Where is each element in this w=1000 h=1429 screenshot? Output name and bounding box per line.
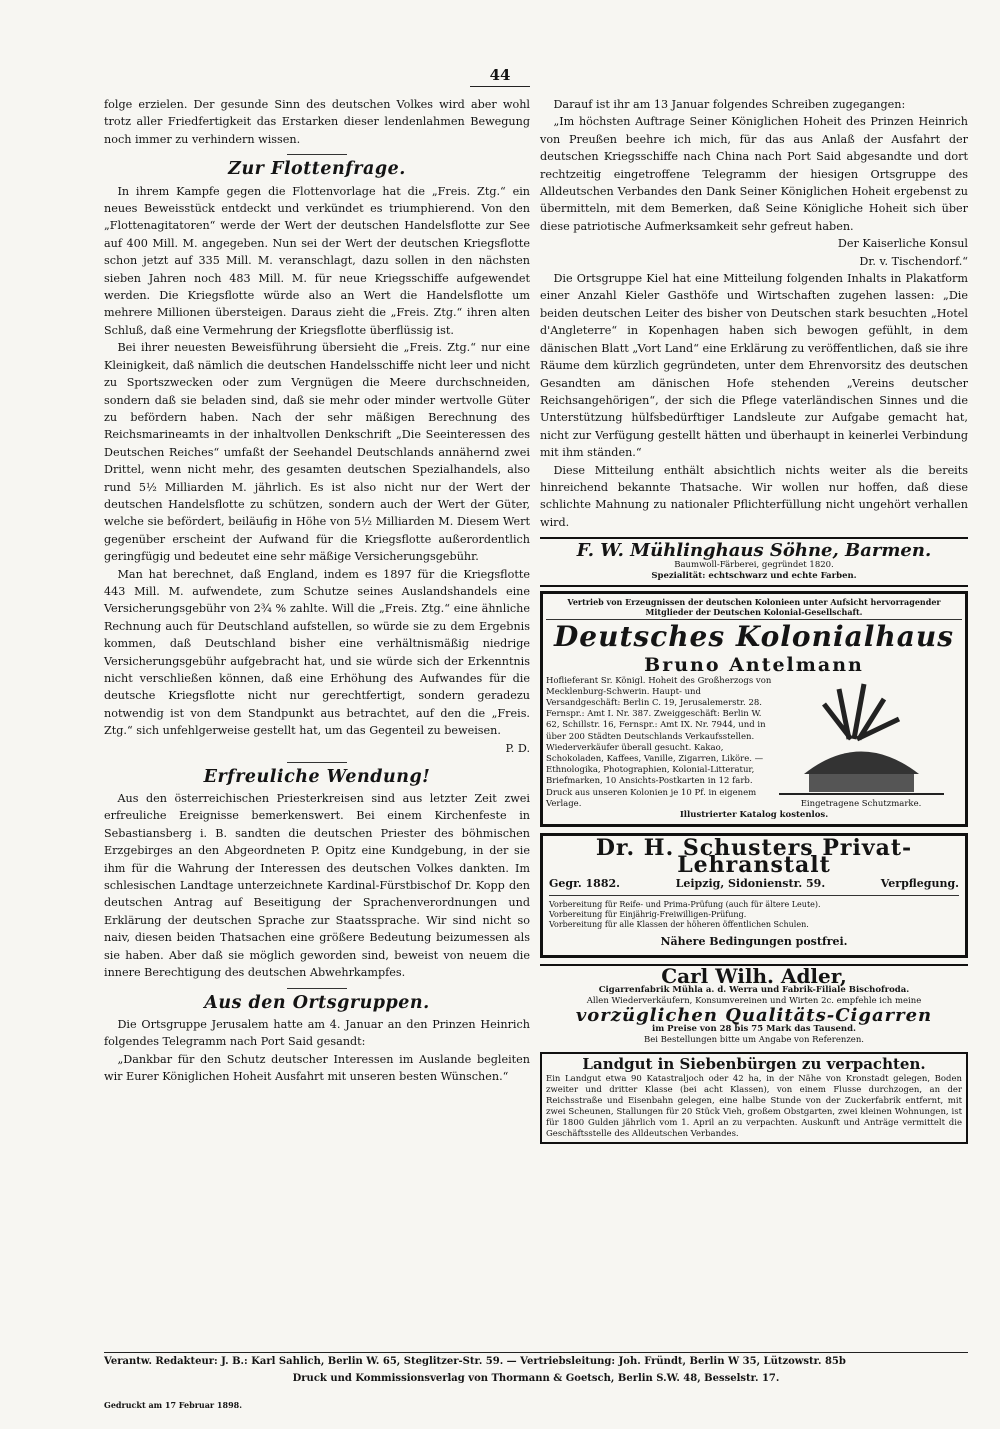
ad-adler — [540, 964, 968, 1049]
divider — [287, 988, 347, 989]
ad-kolonial-illustration — [776, 676, 946, 810]
heading-ortsgruppen: Aus den Ortsgruppen. — [204, 992, 430, 1013]
ad-kolonial-trademark: Eingetragene Schutzmarke. — [800, 799, 922, 809]
ad-schuster-gegr: Gegr. 1882. — [549, 876, 620, 890]
footer-line-2: Druck und Kommissionsverlag von Thormann & Goetsch, Berlin S.W. 48, Besselstr. 17. — [292, 1373, 780, 1384]
ad-kolonial-title: Deutsches Kolonialhaus — [554, 619, 954, 653]
paragraph-flotte-1: In ihrem Kampfe gegen die Flottenvorlage hat die „Freis. Ztg.“ ein neues Beweisstück entdeckt und verkündet es triumphierend. Von den „Flottenagitatoren“ werde der Wert der deutschen Handelsflotte zur See auf 400 Mill. M. angegeben. Nun sei der Wert der deutschen Kriegsflotte schon jetzt auf 335 Mill. M. veranschlagt, dazu sollen in den nächsten sieben Jahren noch 483 Mill. M. für neue Kriegsschiffe aufgewendet werden. Die Kriegsflotte würde also an Wert die Handelsflotte um mehrere Millionen übersteigen. Daraus zieht die „Freis. Ztg.“ ihren alten Schluß, daß eine Vermehrung der Kriegsflotte überflüssig ist. — [104, 184, 530, 337]
signature-konsul-name: Dr. v. Tischendorf.“ — [859, 254, 968, 268]
ad-adler-price: im Preise von 28 bis 75 Mark das Tausend. — [652, 1024, 856, 1035]
ad-schuster-more: Nähere Bedingungen postfrei. — [660, 935, 848, 949]
left-column — [104, 96, 530, 1086]
ad-adler-note: Bei Bestellungen bitte um Angabe von Referenzen. — [643, 1035, 865, 1046]
divider — [287, 154, 347, 155]
ad-muehlinghaus-sub2: Spezialität: echtschwarz und echte Farben. — [651, 570, 857, 581]
ad-landgut-text: Ein Landgut etwa 90 Katastraljoch oder 42 ha, in der Nähe von Kronstadt gelegen, Boden zweiter und dritter Klasse (bei acht Klassen), von einem Flusse durchzogen, an der Reichsstraße und Eisenbahn gelegen, eine halbe Stunde von der Zuckerfabrik entfernt, mit zwei Scheunen, Stallungen für 20 Stück Vieh, großem Obstgarten, zwei kleinen Wohnungen, ist für 1800 Gulden jährlich vom 1. April an zu verpachten. Auskunft und Anträge vermittelt die Geschäftsstelle des Alldeutschen Verbandes. — [546, 1073, 962, 1139]
ad-schuster — [540, 833, 968, 958]
ad-landgut-title: Landgut in Siebenbürgen zu verpachten. — [582, 1055, 926, 1074]
ad-schuster-address: Leipzig, Sidonienstr. 59. — [675, 876, 826, 890]
ad-kolonial-catalog: Illustrierter Katalog kostenlos. — [679, 810, 829, 820]
ad-kolonial-banner: Vertrieb von Erzeugnissen der deutschen Kolonieen unter Aufsicht hervorragender Mitglieder der Deutschen Kolonial-Gesellschaft. — [546, 597, 962, 620]
signature-pd: P. D. — [505, 741, 530, 755]
ad-adler-sub2: Allen Wiederverkäufern, Konsumvereinen und Wirten 2c. empfehle ich meine — [586, 996, 922, 1007]
ad-schuster-list — [549, 900, 959, 930]
signature-konsul-title: Der Kaiserliche Konsul — [837, 237, 968, 251]
ad-schuster-row — [549, 875, 959, 896]
ad-schuster-list-item: Vorbereitung für Reife- und Prima-Prüfung (auch für ältere Leute). — [549, 900, 821, 910]
printed-date: Gedruckt am 17 Februar 1898. — [104, 1400, 242, 1410]
page-number: 44 — [489, 66, 511, 84]
ad-adler-big: vorzüglichen Qualitäts-Cigarren — [575, 1005, 933, 1027]
ad-schuster-verpflegung: Verpflegung. — [880, 876, 959, 890]
right-column — [540, 96, 968, 1144]
paragraph-konsul: „Im höchsten Auftrage Seiner Königlichen Hoheit des Prinzen Heinrich von Preußen beehre ich mich, für das aus Anlaß der Ausfahrt der deutschen Kriegsschiffe nach China nach Port Said abgesandte und dort rechtzeitig eingetroffene Telegramm der hiesigen Ortsgruppe des Alldeutschen Verbandes den Dank Seiner Königlichen Hoheit ergebenst zu übermitteln, mit dem Bemerken, daß Seine Königliche Hoheit sich über diese patriotische Aufmerksamkeit sehr gefreut haben. — [540, 115, 968, 233]
ad-adler-title: Carl Wilh. Adler, — [661, 963, 847, 988]
ad-landgut — [540, 1052, 968, 1143]
paragraph-telegramm: „Dankbar für den Schutz deutscher Interessen im Auslande begleiten wir Eurer Königlichen Hoheit Ausfahrt mit unseren besten Wünschen.“ — [104, 1052, 530, 1084]
paragraph-wendung: Aus den österreichischen Priesterkreisen sind aus letzter Zeit zwei erfreuliche Ereignisse bemerkenswert. Bei einem Kirchenfeste in Sebastiansberg i. B. sandten die deutschen Priester des böhmischen Erzgebirges an den Abgeordneten P. Opitz eine Kundgebung, in der sie ihm für die Wahrung der Interessen des deutschen Volkes dankten. Im schlesischen Landtage unterzeichnete Kardinal-Fürstbischof Dr. Kopp den deutschen Antrag auf Beseitigung der Sprachenverordnungen und Erklärung der deutschen Sprache zur Staatssprache. Wir sind nicht so naiv, diesen beiden Thatsachen eine größere Bedeutung beizumessen als sie haben. Aber daß sie möglich geworden sind, beweist von neuem die innere Berechtigung des deutschen Abwehrkampfes. — [104, 792, 530, 980]
intro-paragraph: folge erzielen. Der gesunde Sinn des deutschen Volkes wird aber wohl trotz aller Friedfertigkeit das Erstarken dieser lendenlahmen Bewegung noch immer zu verhindern wissen. — [104, 98, 530, 146]
ad-adler-sub: Cigarrenfabrik Mühla a. d. Werra und Fabrik-Filiale Bischofroda. — [598, 985, 910, 996]
paragraph-mitteilung: Diese Mitteilung enthält absichtlich nichts weiter als die bereits hinreichend bekannte Thatsache. Wir wollen nur hoffen, daß diese schlichte Mahnung zu nationaler Pflichterfüllung nicht ungehört verhallen wird. — [540, 463, 968, 529]
ad-schuster-list-item: Vorbereitung für Einjährig-Freiwilligen-Prüfung. — [549, 910, 747, 920]
ad-muehlinghaus-sub: Baumwoll-Färberei, gegründet 1820. — [674, 559, 834, 570]
ad-kolonial-text: Hoflieferant Sr. Königl. Hoheit des Großherzogs von Mecklenburg-Schwerin. Haupt- und Versandgeschäft: Berlin C. 19, Jerusalemerstr. 28. Fernspr.: Amt I. Nr. 387. Zweiggeschäft: Berlin W. 62, Schillstr. 16, Fernspr.: Amt IX. Nr. 7944, und in über 200 Städten Deutschlands Verkaufsstellen. Wiederverkäufer überall gesucht. Kakao, Schokoladen, Kaffees, Vanille, Zigarren, Liköre. — Ethnologika, Photographien, Kolonial-Litteratur, Briefmarken, 10 Ansichts-Postkarten in 12 farb. Druck aus unseren Kolonien je 10 Pf. in eigenem Verlage. — [546, 675, 772, 809]
paragraph-flotte-2: Bei ihrer neuesten Beweisführung übersieht die „Freis. Ztg.“ nur eine Kleinigkeit, daß nämlich die deutschen Handelsschiffe nicht leer und nicht zu Sportszwecken oder zum Vergnügen die Meere durchschneiden, sondern daß sie beladen sind, daß sie mehr oder minder wertvolle Güter zu befördern haben. Nach der sehr mäßigen Berechnung des Reichsmarineamts in der inhaltvollen Denkschrift „Die Seeinteressen des Deutschen Reiches“ umfaßt der Seehandel Deutschlands annähernd zwei Drittel, wenn nicht mehr, des gesamten deutschen Spezialhandels, also rund 5½ Milliarden M. jährlich. Es ist also nicht nur der Wert der deutschen Handelsflotte zu schützen, sondern auch der Wert der Güter, welche sie befördert, beiläufig in Höhe von 5½ Milliarden M. Diesem Wert gegenüber erscheint der Aufwand für die Kriegsflotte außerordentlich geringfügig und bedeutet eine sehr mäßige Versicherungsgebühr. — [104, 341, 530, 564]
heading-flottenfrage: Zur Flottenfrage. — [228, 159, 406, 180]
paragraph-jerusalem: Die Ortsgruppe Jerusalem hatte am 4. Januar an den Prinzen Heinrich folgendes Telegramm nach Port Said gesandt: — [104, 1017, 530, 1049]
ad-kolonialhaus — [540, 591, 968, 827]
page-number-rule — [470, 86, 530, 87]
ad-muehlinghaus-title: F. W. Mühlinghaus Söhne, Barmen. — [576, 540, 932, 562]
footer-rule — [104, 1352, 968, 1353]
ad-kolonial-name: Bruno Antelmann — [644, 653, 864, 676]
ad-muehlinghaus — [540, 537, 968, 586]
divider — [287, 762, 347, 763]
paragraph-kiel: Die Ortsgruppe Kiel hat eine Mitteilung folgenden Inhalts in Plakatform einer Anzahl Kieler Gasthöfe und Wirtschaften zugehen lassen: „Die beiden deutschen Leiter des bisher von Deutschen stark besuchten „Hotel d'Angleterre“ in Kopenhagen haben sich bewogen gefühlt, in dem dänischen Blatt „Vort Land“ eine Erklärung zu veröffentlichen, daß sie ihre Räume dem kürzlich gegründeten, unter dem Ehrenvorsitz des deutschen Gesandten am dänischen Hofe stehenden „Vereins deutscher Reichsangehörigen“, der sich die Pflege vaterländischen Sinnes und die Unterstützung hülfsbedürftiger Landsleute zur Aufgabe gemacht hat, nicht zur Verfügung gestellt hätten und überhaupt in keinerlei Verbindung mit ihm ständen.“ — [540, 272, 968, 460]
ad-schuster-title: Dr. H. Schusters Privat-Lehranstalt — [595, 835, 913, 879]
footer-line-1: Verantw. Redakteur: J. B.: Karl Sahlich, Berlin W. 65, Steglitzer-Str. 59. — Vertriebsleitung: Joh. Fründt, Berlin W 35, Lützowstr. 85b — [104, 1356, 846, 1367]
paragraph-flotte-3-text: Man hat berechnet, daß England, indem es 1897 für die Kriegsflotte 443 Mill. M. aufwendete, zum Schutze seines Auslandshandels eine Versicherungsgebühr von 2¾ % zahlte. Will die „Freis. Ztg.“ eine ähnliche Rechnung auch für Deutschland aufstellen, so würde sie zu dem Ergebnis kommen, daß Deutschland bisher eine verhältnismäßig niedrige Versicherungsgebühr aufgebracht hat, und sie würde sich der Erkenntnis nicht verschließen können, daß eine Erhöhung des Aufwandes für die deutsche Kriegsflotte nicht nur gerechtfertigt, sondern geradezu notwendig ist von dem Standpunkt aus betrachtet, auf den die „Freis. Ztg.“ sich unfehlgerweise gestellt hat, um das Gegenteil zu beweisen. — [104, 567, 530, 738]
paragraph-flotte-3 — [104, 566, 530, 755]
ad-schuster-list-item: Vorbereitung für alle Klassen der höheren öffentlichen Schulen. — [549, 920, 809, 930]
ad-kolonial-body — [546, 676, 962, 810]
paragraph-schreiben: Darauf ist ihr am 13 Januar folgendes Schreiben zugegangen: — [553, 98, 906, 111]
hut-palm-illustration — [779, 679, 944, 799]
heading-wendung: Erfreuliche Wendung! — [203, 766, 431, 787]
